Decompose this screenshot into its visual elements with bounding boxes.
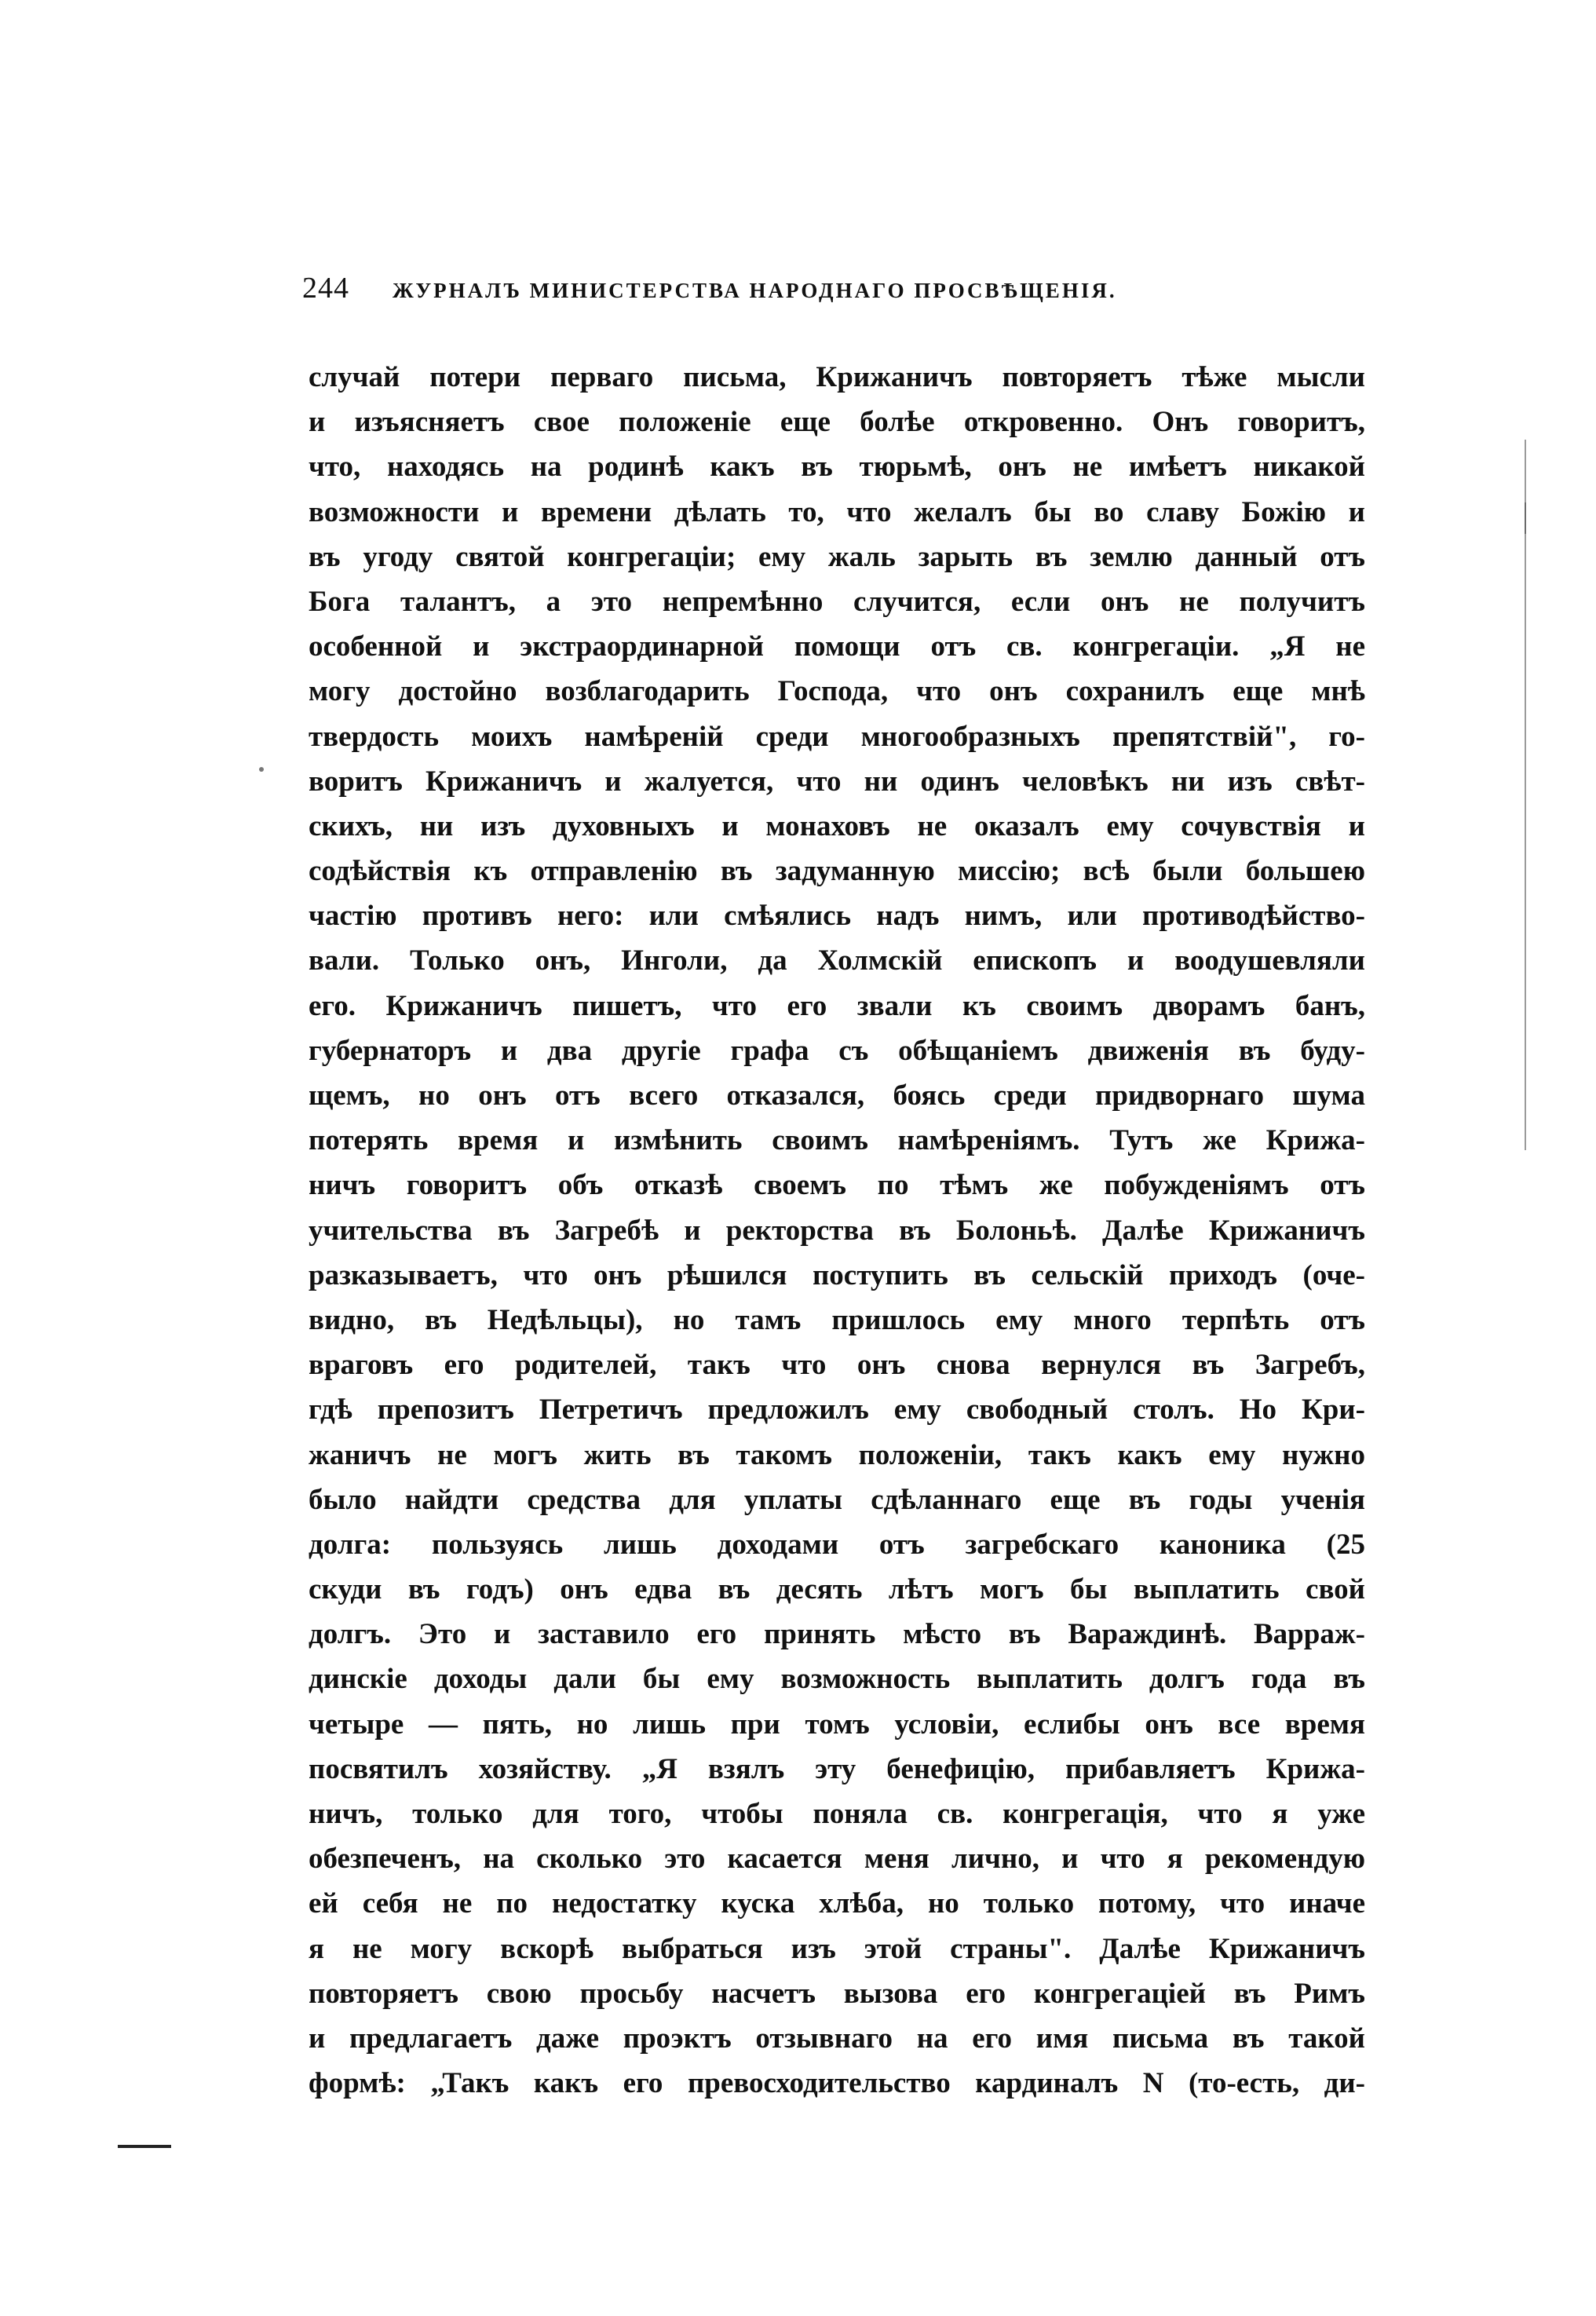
text-line: долга: пользуясь лишь доходами отъ загребскаго каноника (25 — [309, 1528, 1365, 1561]
text-line: твердость моихъ намѣреній среди многообразныхъ препятствій", го- — [309, 720, 1365, 753]
text-line: ничъ, только для того, чтобы поняла св. конгрегація, что я уже — [309, 1798, 1365, 1830]
text-line: скуди въ годъ) онъ едва въ десять лѣтъ могъ бы выплатить свой — [309, 1573, 1365, 1606]
text-line: враговъ его родителей, такъ что онъ снова вернулся въ Загребъ, — [309, 1349, 1365, 1382]
text-line: Бога талантъ, а это непремѣнно случится, если онъ не получитъ — [309, 585, 1365, 618]
text-line: губернаторъ и два другіе графа съ обѣщаніемъ движенія въ буду- — [309, 1034, 1365, 1067]
text-line: скихъ, ни изъ духовныхъ и монаховъ не оказалъ ему сочувствія и — [309, 809, 1365, 842]
text-line: и предлагаетъ даже проэктъ отзывнаго на его имя письма въ такой — [309, 2022, 1365, 2055]
text-line: частію противъ него: или смѣялись надъ нимъ, или противодѣйство- — [309, 900, 1365, 933]
text-line: возможности и времени дѣлать то, что желалъ бы во славу Божію и — [309, 495, 1365, 528]
text-line: долгъ. Это и заставило его принять мѣсто въ Вараждинѣ. Варраж- — [309, 1618, 1365, 1651]
text-line: въ угоду святой конгрегаціи; ему жаль зарыть въ землю данный отъ — [309, 540, 1365, 573]
text-line: разказываетъ, что онъ рѣшился поступить въ сельскій приходъ (оче- — [309, 1258, 1365, 1291]
text-line: воритъ Крижаничъ и жалуется, что ни одинъ человѣкъ ни изъ свѣт- — [309, 765, 1365, 798]
text-line: особенной и экстраординарной помощи отъ св. конгрегаціи. „Я не — [309, 630, 1365, 663]
text-line: и изъясняетъ свое положеніе еще болѣе откровенно. Онъ говоритъ, — [309, 406, 1365, 439]
text-line: формѣ: „Такъ какъ его превосходительство кардиналъ N (то-есть, ди- — [309, 2067, 1365, 2100]
text-line: могу достойно возблагодарить Господа, что онъ сохранилъ еще мнѣ — [309, 675, 1365, 708]
margin-dot — [259, 767, 264, 772]
text-line: что, находясь на родинѣ какъ въ тюрьмѣ, онъ не имѣетъ никакой — [309, 451, 1365, 484]
text-line: его. Крижаничъ пишетъ, что его звали къ своимъ дворамъ банъ, — [309, 989, 1365, 1022]
text-line: четыре — пять, но лишь при томъ условіи, еслибы онъ все время — [309, 1708, 1365, 1741]
margin-rule — [1525, 440, 1526, 1150]
text-line: повторяетъ свою просьбу насчетъ вызова его конгрегаціей въ Римъ — [309, 1977, 1365, 2010]
body-text — [309, 355, 1365, 2106]
text-line: щемъ, но онъ отъ всего отказался, боясь среди придворнаго шума — [309, 1079, 1365, 1112]
text-line: я не могу вскорѣ выбраться изъ этой страны". Далѣе Крижаничъ — [309, 1932, 1365, 1965]
text-line: видно, въ Недѣльцы), но тамъ пришлось ему много терпѣть отъ — [309, 1303, 1365, 1336]
text-line: посвятилъ хозяйству. „Я взялъ эту бенефицію, прибавляетъ Крижа- — [309, 1752, 1365, 1785]
journal-title: ЖУРНАЛЪ МИНИСТЕРСТВА НАРОДНАГО ПРОСВѢЩЕНІЯ. — [393, 279, 1117, 302]
text-line: содѣйствія къ отправленію въ задуманную миссію; всѣ были большею — [309, 855, 1365, 888]
page-number: 244 — [302, 272, 349, 305]
text-line: ей себя не по недостатку куска хлѣба, но только потому, что иначе — [309, 1887, 1365, 1920]
running-head — [302, 271, 1209, 310]
text-line: случай потери перваго письма, Крижаничъ повторяетъ тѣже мысли — [309, 361, 1365, 393]
text-line: было найдти средства для уплаты сдѣланнаго еще въ годы ученія — [309, 1483, 1365, 1516]
text-line: жаничъ не могъ жить въ такомъ положеніи, такъ какъ ему нужно — [309, 1438, 1365, 1471]
text-line: гдѣ препозитъ Петретичъ предложилъ ему свободный столъ. Но Кри- — [309, 1394, 1365, 1426]
margin-tick — [1525, 502, 1526, 534]
text-line: вали. Только онъ, Инголи, да Холмскій епископъ и воодушевляли — [309, 944, 1365, 977]
text-line: динскіе доходы дали бы ему возможность выплатить долгъ года въ — [309, 1663, 1365, 1696]
text-line: учительства въ Загребѣ и ректорства въ Болоньѣ. Далѣе Крижаничъ — [309, 1214, 1365, 1247]
text-line: ничъ говоритъ объ отказѣ своемъ по тѣмъ же побужденіямъ отъ — [309, 1169, 1365, 1202]
text-line: обезпеченъ, на сколько это касается меня лично, и что я рекомендую — [309, 1843, 1365, 1876]
bottom-dash — [118, 2145, 171, 2148]
text-line: потерять время и измѣнить своимъ намѣреніямъ. Тутъ же Крижа- — [309, 1124, 1365, 1157]
